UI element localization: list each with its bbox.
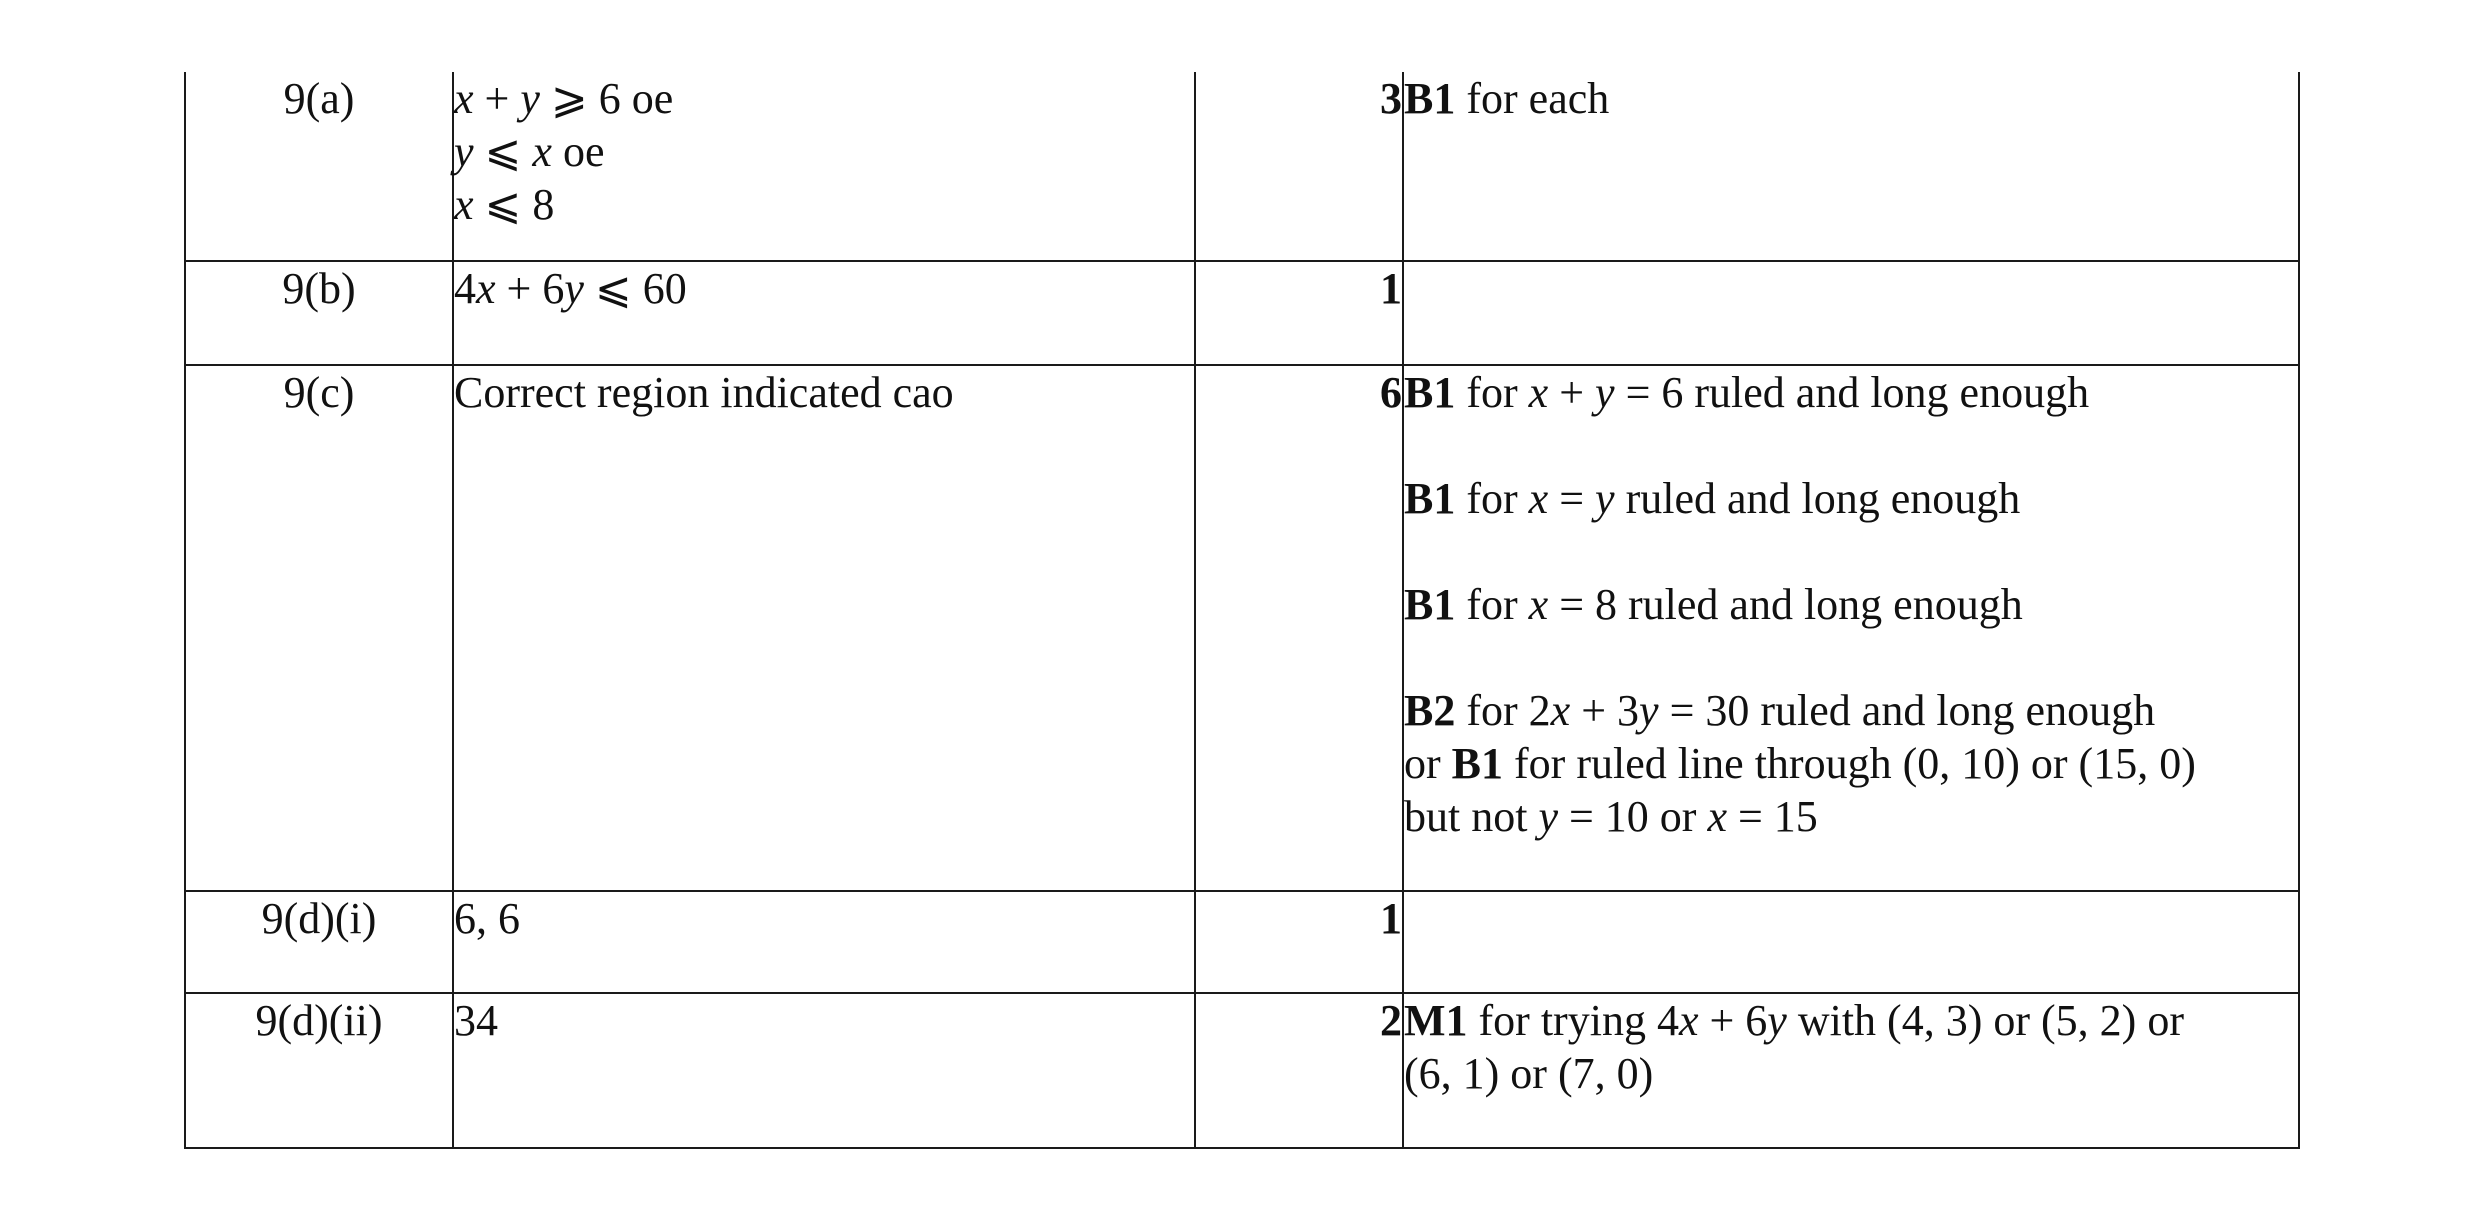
answer-cell bbox=[453, 891, 1195, 993]
table-row bbox=[185, 993, 2299, 1148]
question-number: 9(d)(ii) bbox=[185, 993, 453, 1148]
question-number: 9(c) bbox=[185, 365, 453, 891]
table-row bbox=[185, 365, 2299, 891]
question-number: 9(b) bbox=[185, 261, 453, 365]
question-number: 9(d)(i) bbox=[185, 891, 453, 993]
answer-line: 4x + 6y ⩽ 60 bbox=[454, 264, 687, 313]
guidance-line: (6, 1) or (7, 0) bbox=[1404, 1049, 1654, 1098]
marks-cell: 2 bbox=[1195, 993, 1403, 1148]
guidance-cell bbox=[1403, 993, 2299, 1148]
marks-cell: 3 bbox=[1195, 72, 1403, 261]
marks-cell: 6 bbox=[1195, 365, 1403, 891]
guidance-line: B1 for x = y ruled and long enough bbox=[1404, 474, 2021, 523]
answer-cell bbox=[453, 365, 1195, 891]
guidance-line: B1 for x = 8 ruled and long enough bbox=[1404, 580, 2023, 629]
mark-scheme-table bbox=[184, 72, 2300, 1149]
guidance-line: B1 for x + y = 6 ruled and long enough bbox=[1404, 368, 2090, 417]
answer-line: x ⩽ 8 bbox=[454, 180, 555, 229]
marks-cell: 1 bbox=[1195, 261, 1403, 365]
answer-cell bbox=[453, 72, 1195, 261]
table-row bbox=[185, 891, 2299, 993]
answer-line: x + y ⩾ 6 oe bbox=[454, 74, 674, 123]
answer-line: 34 bbox=[454, 996, 498, 1045]
guidance-line: or B1 for ruled line through (0, 10) or (15, 0) bbox=[1404, 739, 2196, 788]
answer-cell bbox=[453, 261, 1195, 365]
guidance-cell bbox=[1403, 365, 2299, 891]
answer-line: Correct region indicated cao bbox=[454, 368, 954, 417]
guidance-line: M1 for trying 4x + 6y with (4, 3) or (5, 2) or bbox=[1404, 996, 2184, 1045]
question-number: 9(a) bbox=[185, 72, 453, 261]
answer-cell bbox=[453, 993, 1195, 1148]
answer-line: 6, 6 bbox=[454, 894, 520, 943]
guidance-line: but not y = 10 or x = 15 bbox=[1404, 792, 1818, 841]
guidance-cell bbox=[1403, 261, 2299, 365]
guidance-cell bbox=[1403, 891, 2299, 993]
guidance-cell bbox=[1403, 72, 2299, 261]
table-row bbox=[185, 261, 2299, 365]
guidance-line: B2 for 2x + 3y = 30 ruled and long enough bbox=[1404, 686, 2156, 735]
guidance-line: B1 for each bbox=[1404, 74, 1610, 123]
marks-cell: 1 bbox=[1195, 891, 1403, 993]
table-row bbox=[185, 72, 2299, 261]
answer-line: y ⩽ x oe bbox=[454, 127, 605, 176]
